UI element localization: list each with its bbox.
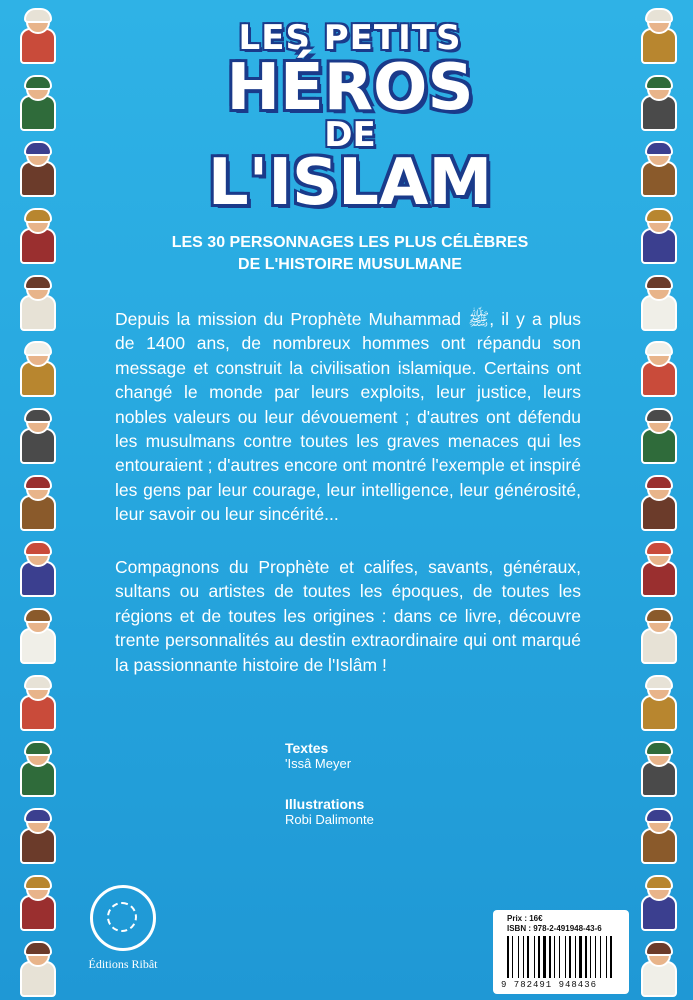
illustrations-author: Robi Dalimonte — [285, 812, 374, 827]
left-character-column — [0, 0, 72, 1000]
texts-author: 'Issâ Meyer — [285, 756, 352, 771]
cartoon-historical-figure-icon — [635, 608, 679, 662]
cartoon-historical-figure-icon — [635, 8, 679, 62]
title-line-4: L'ISLAM — [207, 146, 493, 220]
cartoon-historical-figure-icon — [14, 408, 58, 462]
cartoon-historical-figure-icon — [14, 75, 58, 129]
subtitle-line-2: DE L'HISTOIRE MUSULMANE — [238, 256, 462, 273]
price-label: Prix : 16€ — [507, 914, 543, 923]
cartoon-historical-figure-icon — [635, 475, 679, 529]
cartoon-historical-figure-icon — [14, 341, 58, 395]
cartoon-historical-figure-icon — [635, 141, 679, 195]
arabic-calligraphy-seal-icon — [90, 885, 156, 951]
cartoon-historical-figure-icon — [635, 341, 679, 395]
title-line-2: HÉROS — [226, 51, 474, 125]
subtitle-line-1: LES 30 PERSONNAGES LES PLUS CÉLÈBRES — [171, 234, 529, 251]
cartoon-historical-figure-icon — [635, 541, 679, 595]
cartoon-historical-figure-icon — [635, 75, 679, 129]
cartoon-historical-figure-icon — [14, 741, 58, 795]
title-line-3: DE — [324, 115, 376, 155]
book-title — [160, 18, 540, 220]
blurb-paragraph-1: Depuis la mission du Prophète Muhammad ﷺ, il y a plus de 1400 ans, de nombreux hommes ont répandu son message et construit la civilisation islamique. Certains ont changé le monde par leurs exploits, leur justice, leurs nobles valeurs ou leur dévouement ; d'autres ont défendu les musulmans contre toutes les graves menaces qui les entouraient ; d'autres encore ont montré l'exemple et inspiré les gens par leur courage, leur intelligence, leur générosité, leur savoir ou leur sincérité... — [115, 309, 581, 525]
cartoon-historical-figure-icon — [14, 875, 58, 929]
publisher-logo — [88, 885, 158, 995]
cartoon-historical-figure-icon — [14, 275, 58, 329]
cartoon-historical-figure-icon — [14, 141, 58, 195]
title-line-1: LES PETITS — [238, 18, 462, 58]
credits-texts — [285, 740, 485, 771]
cartoon-historical-figure-icon — [14, 675, 58, 729]
blurb-paragraph-2: Compagnons du Prophète et califes, savants, généraux, sultans ou artistes de toutes les époques, de toutes les régions et de toutes les origines : dans ce livre, découvre trente personnalités au destin extraordinaire qui ont marqué la passionnante histoire de l'Islâm ! — [115, 557, 581, 675]
barcode-panel — [493, 910, 629, 994]
cartoon-historical-figure-icon — [14, 941, 58, 995]
cartoon-historical-figure-icon — [635, 675, 679, 729]
isbn-label: ISBN : 978-2-491948-43-6 — [507, 924, 602, 933]
cartoon-historical-figure-icon — [14, 8, 58, 62]
cartoon-historical-figure-icon — [635, 408, 679, 462]
publisher-name: Éditions Ribât — [88, 957, 158, 971]
cartoon-historical-figure-icon — [635, 875, 679, 929]
barcode-icon — [507, 936, 619, 978]
cartoon-historical-figure-icon — [635, 941, 679, 995]
barcode-number: 9 782491 948436 — [501, 980, 598, 990]
cartoon-historical-figure-icon — [635, 741, 679, 795]
cartoon-historical-figure-icon — [14, 608, 58, 662]
credits-illustrations — [285, 796, 485, 827]
texts-label: Textes — [285, 740, 329, 756]
cartoon-historical-figure-icon — [14, 208, 58, 262]
right-character-column — [621, 0, 693, 1000]
cartoon-historical-figure-icon — [635, 208, 679, 262]
cartoon-historical-figure-icon — [635, 275, 679, 329]
cartoon-historical-figure-icon — [635, 808, 679, 862]
cartoon-historical-figure-icon — [14, 808, 58, 862]
illustrations-label: Illustrations — [285, 796, 365, 812]
cartoon-historical-figure-icon — [14, 541, 58, 595]
cartoon-historical-figure-icon — [14, 475, 58, 529]
book-subtitle — [150, 232, 550, 276]
